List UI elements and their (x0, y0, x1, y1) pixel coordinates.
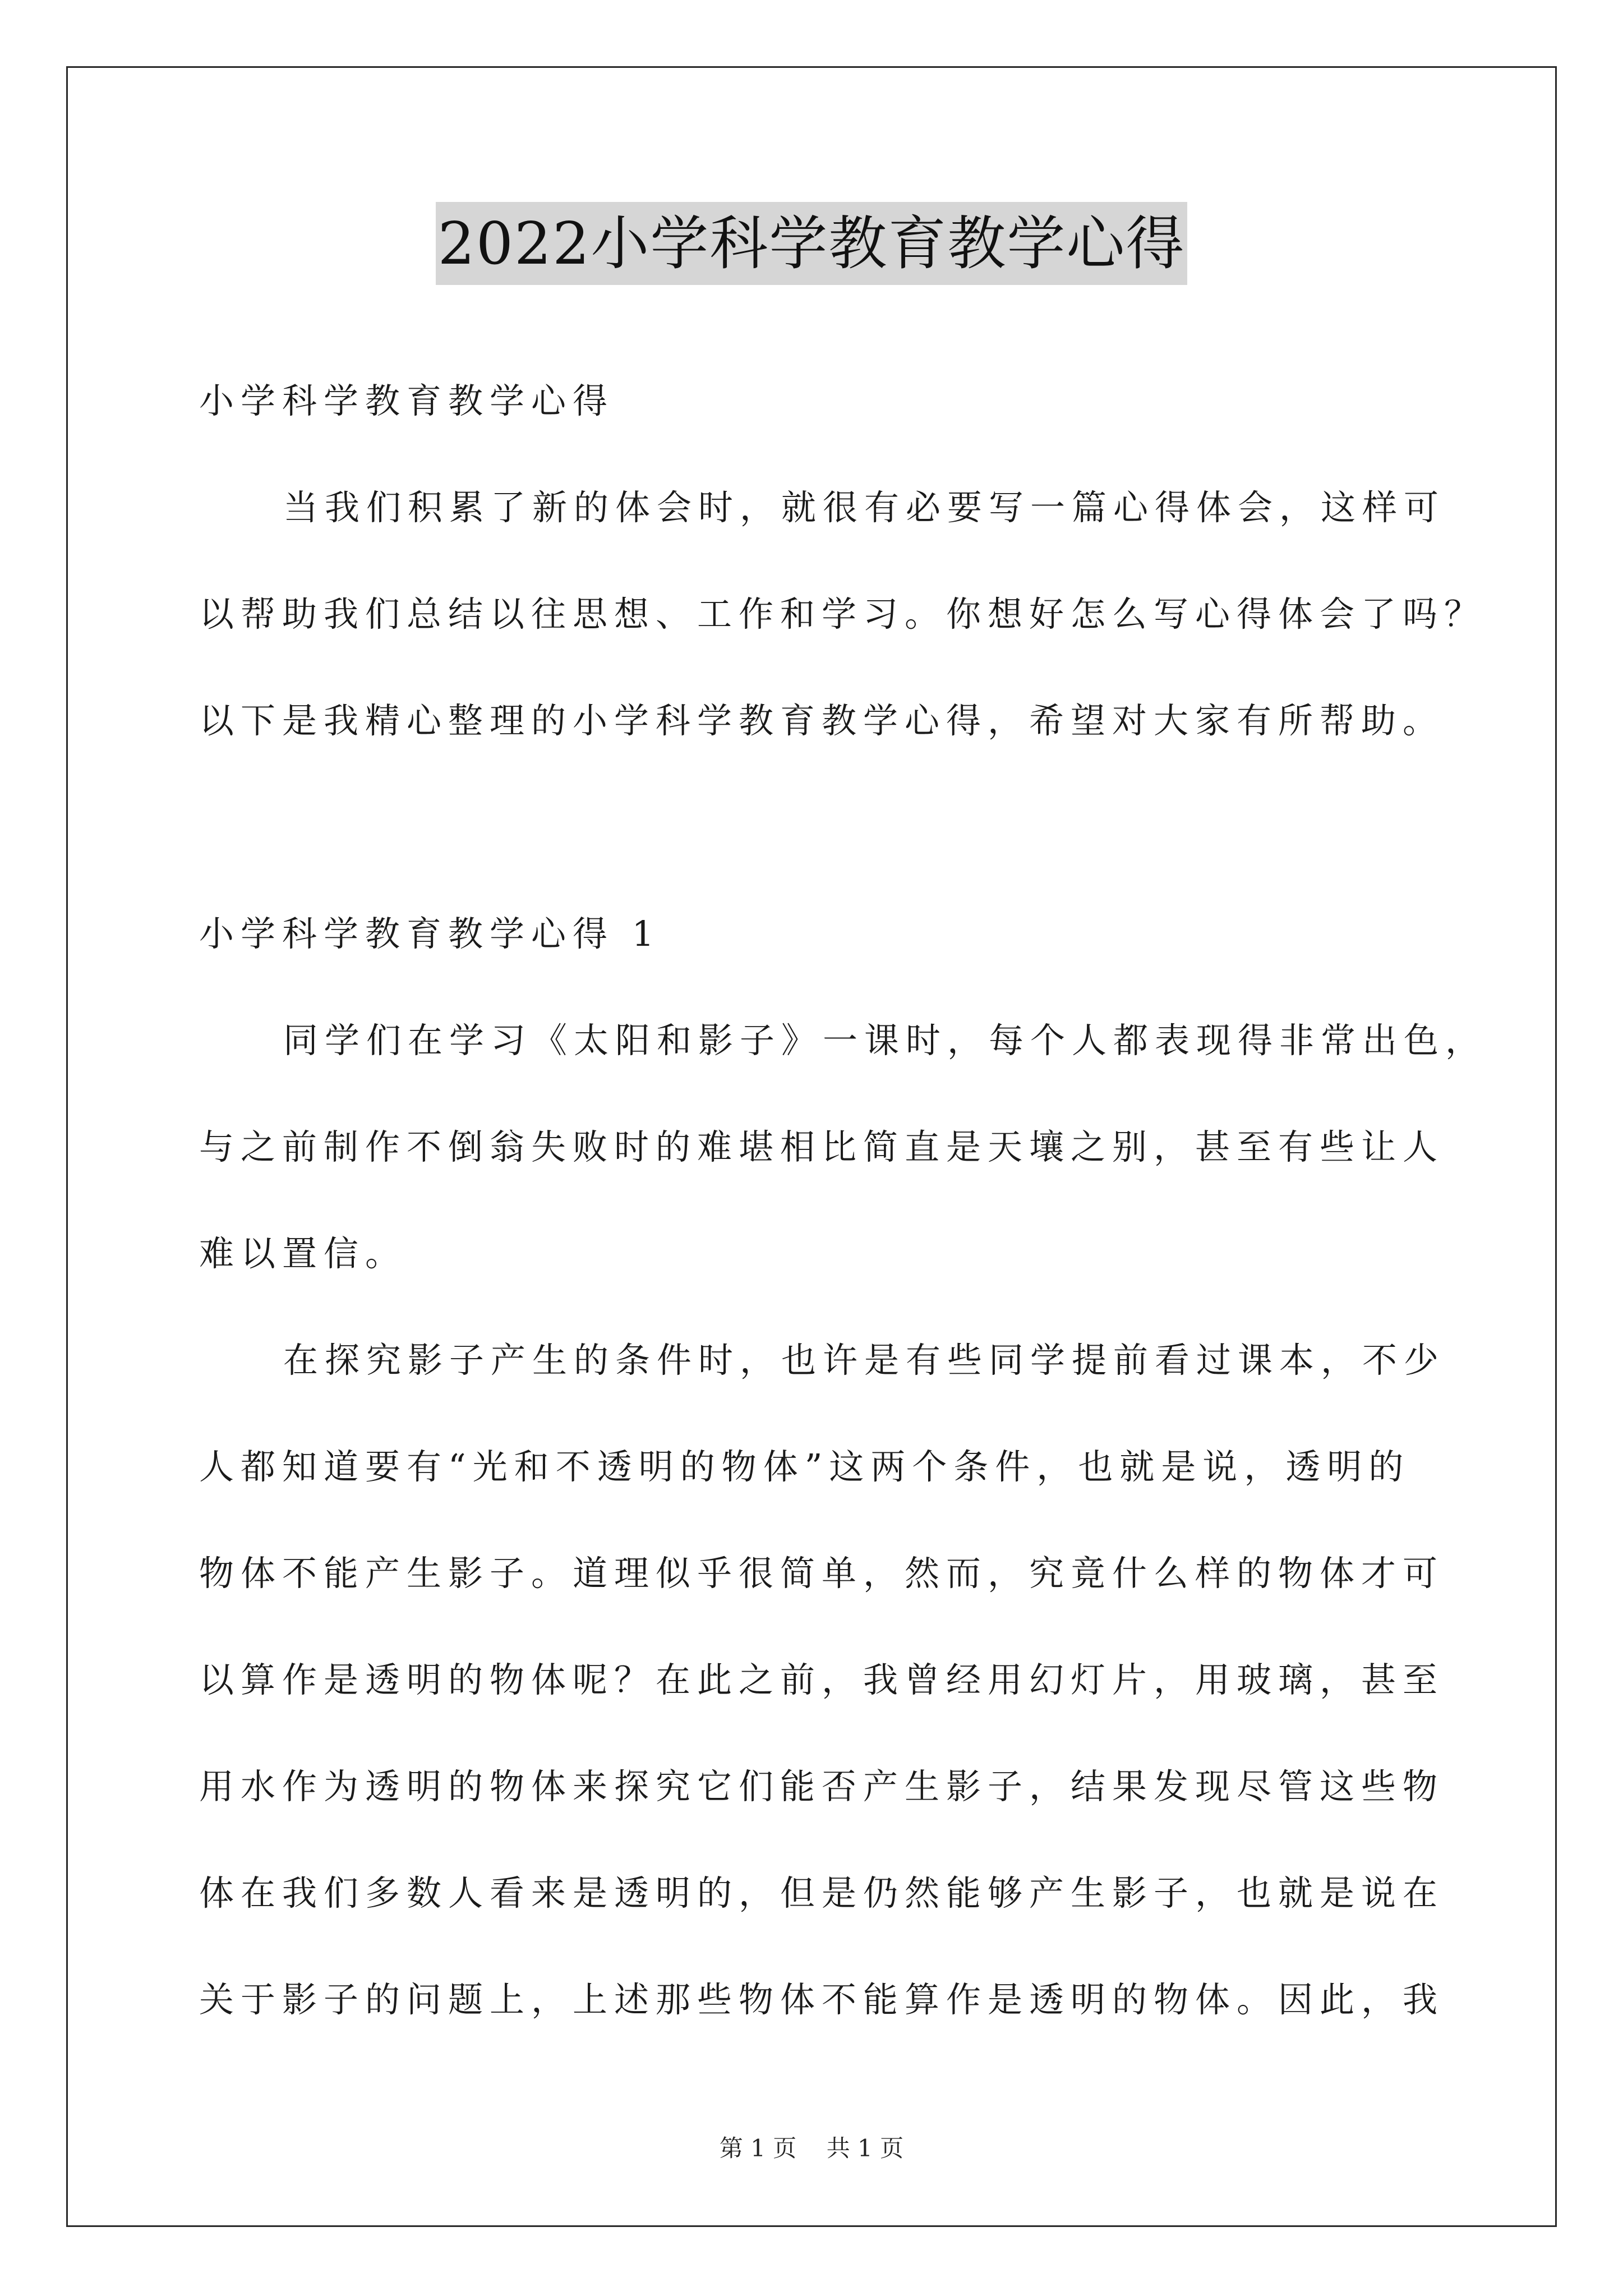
section-heading: 小学科学教育教学心得 1 (199, 913, 661, 954)
paragraph-line: 用水作为透明的物体来探究它们能否产生影子，结果发现尽管这些物 (199, 1766, 1445, 1807)
blank-line (199, 774, 1424, 881)
paragraph-line: 同学们在学习《太阳和影子》一课时，每个人都表现得非常出色， (283, 1020, 1487, 1061)
paragraph-line: 人都知道要有“光和不透明的物体”这两个条件，也就是说，透明的 (199, 1446, 1410, 1487)
page-total: 共 1 页 (826, 2134, 904, 2162)
title-container (0, 202, 1623, 285)
page-number: 第 1 页 (719, 2134, 797, 2162)
paragraph-line: 在探究影子产生的条件时，也许是有些同学提前看过课本，不少 (283, 1340, 1446, 1381)
paragraph-line: 以帮助我们总结以往思想、工作和学习。你想好怎么写心得体会了吗？ (199, 593, 1486, 634)
section-heading: 小学科学教育教学心得 (199, 380, 615, 421)
document-title: 2022小学科学教育教学心得 (436, 202, 1188, 285)
paragraph-line: 难以置信。 (199, 1233, 407, 1274)
paragraph-line: 关于影子的问题上，上述那些物体不能算作是透明的物体。因此，我 (199, 1979, 1445, 2020)
paragraph-line: 以下是我精心整理的小学科学教育教学心得，希望对大家有所帮助。 (199, 700, 1445, 741)
paragraph-line: 体在我们多数人看来是透明的，但是仍然能够产生影子，也就是说在 (199, 1872, 1445, 1913)
document-body (199, 348, 1487, 2053)
paragraph-line: 以算作是透明的物体呢？在此之前，我曾经用幻灯片，用玻璃，甚至 (199, 1659, 1445, 1700)
paragraph-line: 与之前制作不倒翁失败时的难堪相比简直是天壤之别，甚至有些让人 (199, 1126, 1445, 1167)
paragraph-line: 当我们积累了新的体会时，就很有必要写一篇心得体会，这样可 (283, 487, 1446, 528)
page-footer (0, 2132, 1623, 2165)
paragraph-line: 物体不能产生影子。道理似乎很简单，然而，究竟什么样的物体才可 (199, 1553, 1445, 1594)
